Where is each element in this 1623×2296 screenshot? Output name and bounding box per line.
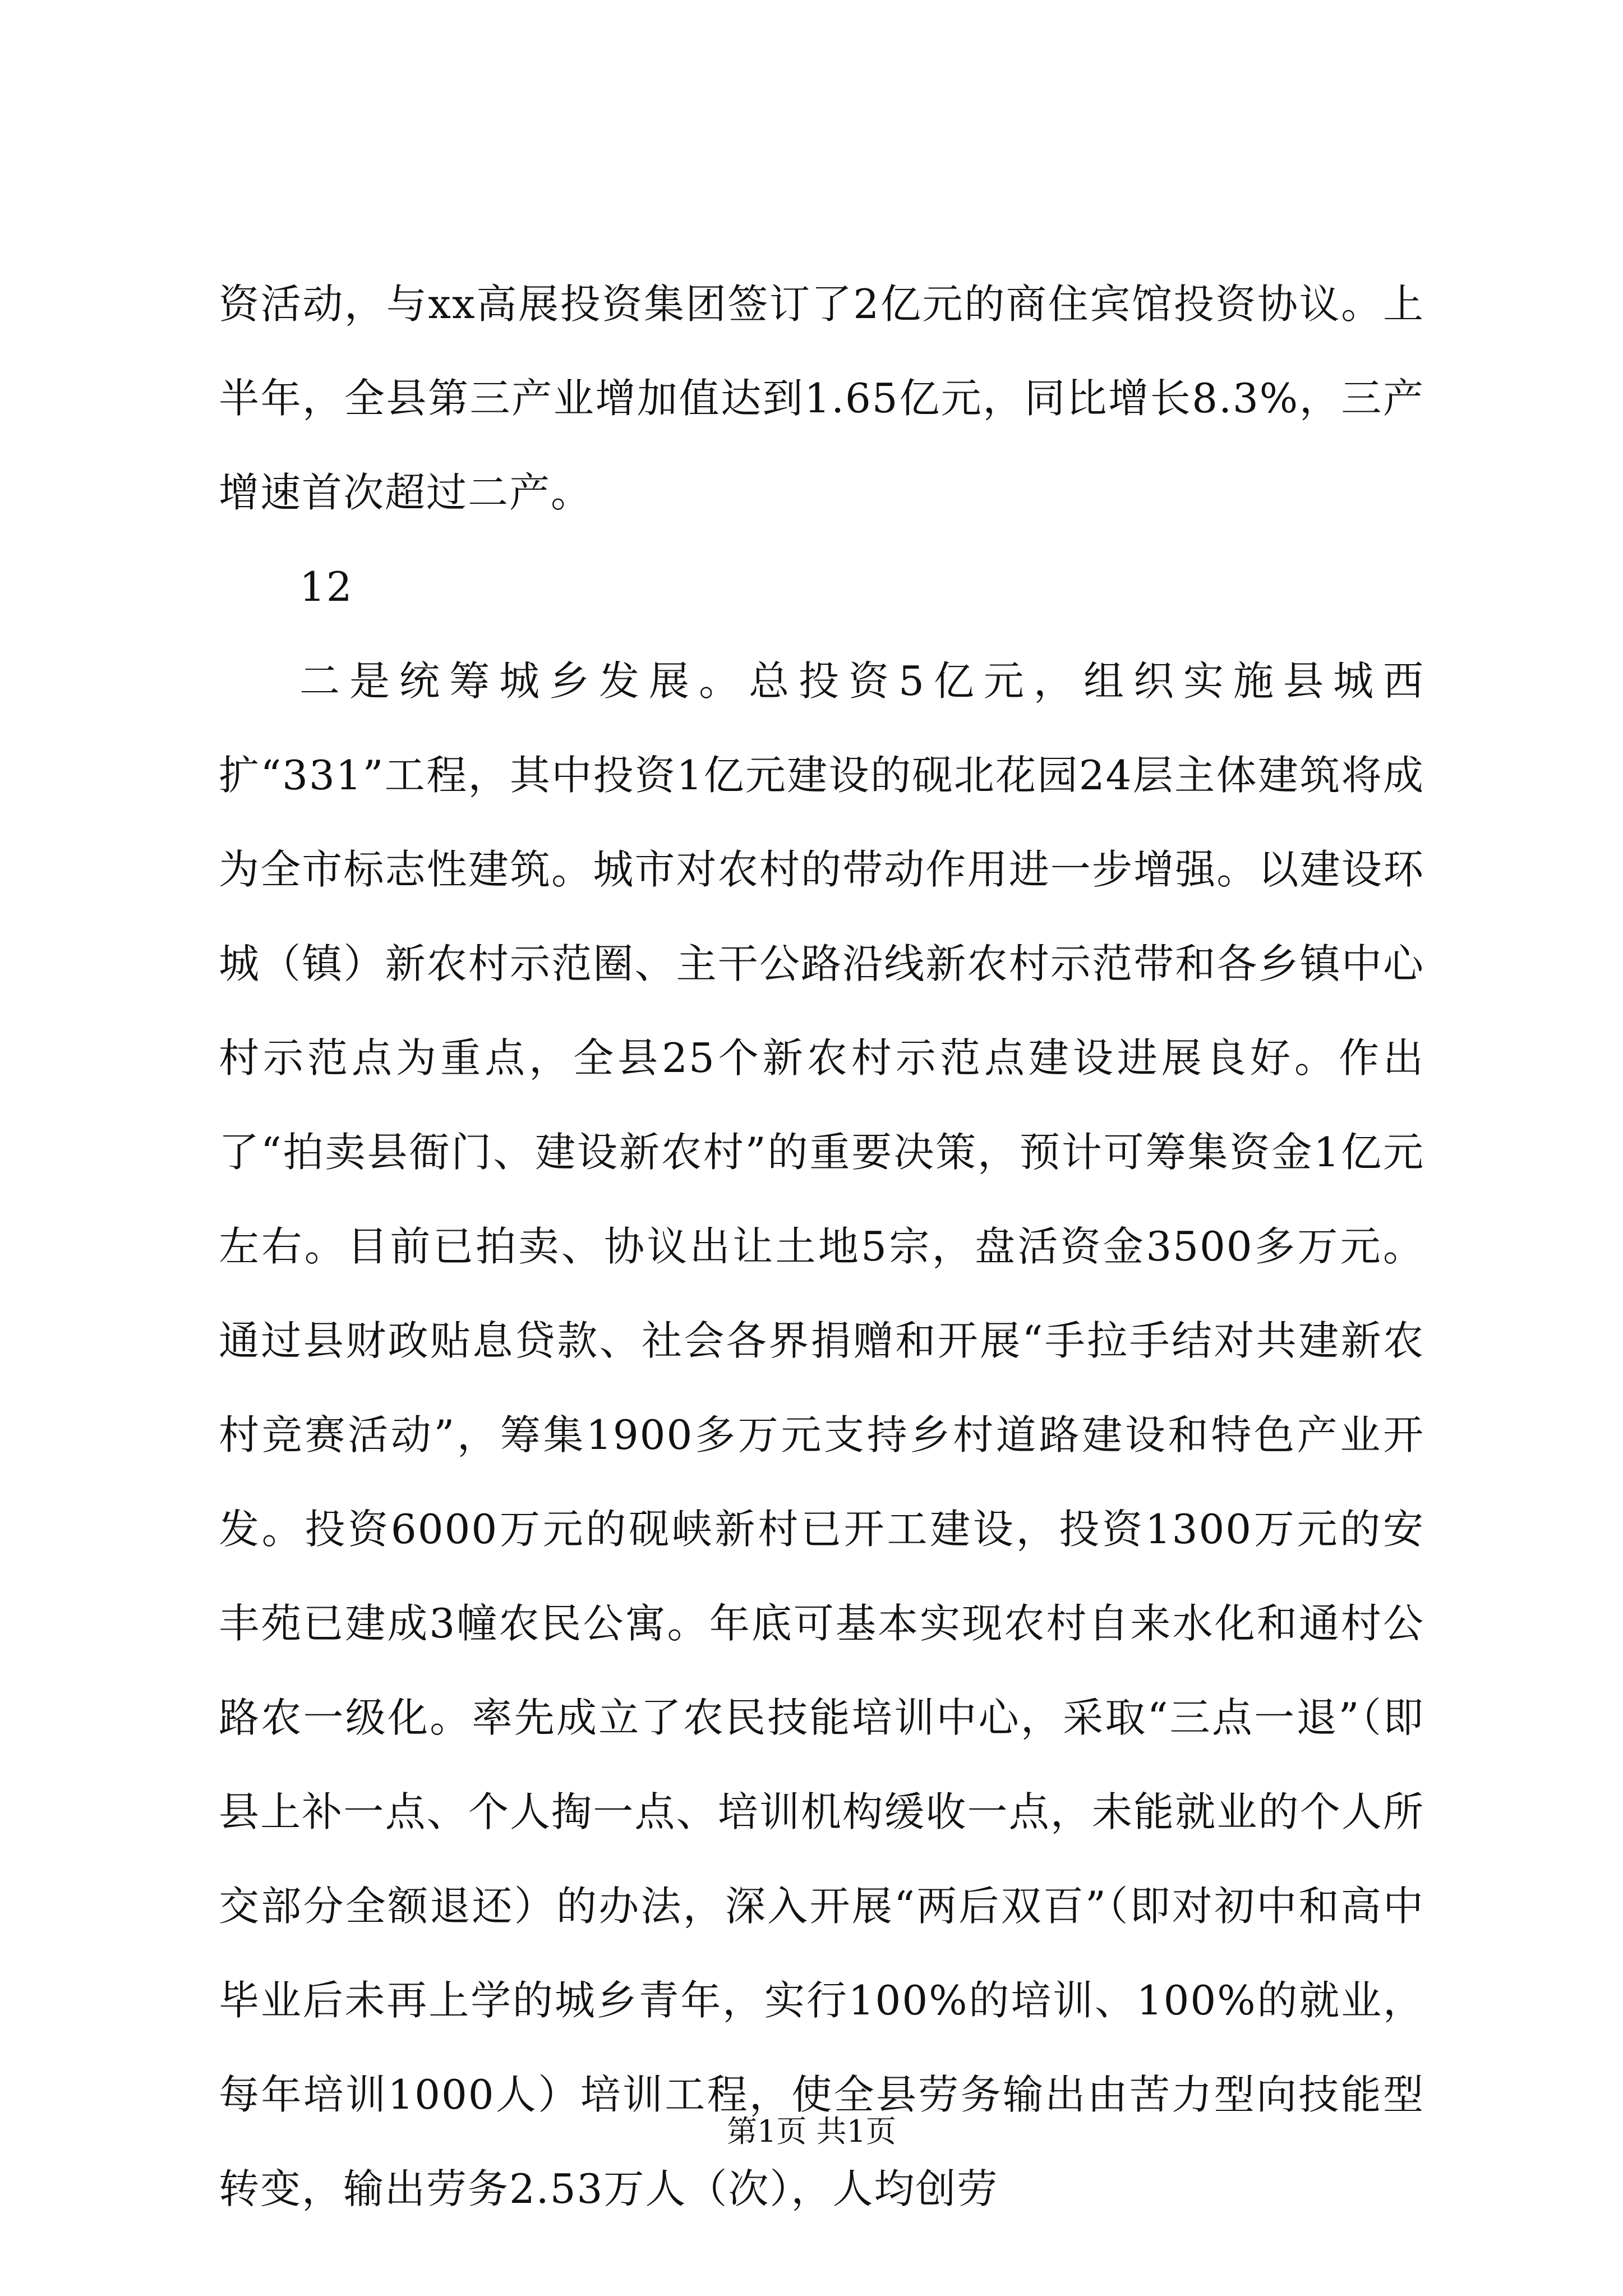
page-footer: 第1页 共1页 [727,2114,896,2149]
paragraph-2: 12 [299,563,353,610]
paragraph-3: 二是统筹城乡发展。总投资5亿元，组织实施县城西扩“331”工程，其中投资1亿元建设的砚北花园24层主体建筑将成为全市标志性建筑。城市对农村的带动作用进一步增强。以建设环城（镇）新农村示范圈、主干公路沿线新农村示范带和各乡镇中心村示范点为重点，全县25个新农村示范点建设进展良好。作出了“拍卖县衙门、建设新农村”的重要决策，预计可筹集资金1亿元左右。目前已拍卖、协议出让土地5宗，盘活资金3500多万元。通过县财政贴息贷款、社会各界捐赠和开展“手拉手结对共建新农村竞赛活动”，筹集1900多万元支持乡村道路建设和特色产业开发。投资6000万元的砚峡新村已开工建设，投资1300万元的安丰苑已建成3幢农民公寓。年底可基本实现农村自来水化和通村公路农一级化。率先成立了农民技能培训中心，采取“三点一退”（即县上补一点、个人掏一点、培训机构缓收一点，未能就业的个人所交部分全额退还）的办法，深入开展“两后双百”（即对初中和高中毕业后未再上学的城乡青年，实行100%的培训、100%的就业，每年培训1000人）培训工程，使全县劳务输出由苦力型向技能型转变，输出劳务2.53万人（次），人均创劳 [219,657,1424,2212]
paragraph-1: 资活动，与xx高展投资集团签订了2亿元的商住宾馆投资协议。上半年，全县第三产业增加值达到1.65亿元，同比增长8.3%，三产增速首次超过二产。 [219,280,1424,516]
document-body [219,257,1424,2236]
